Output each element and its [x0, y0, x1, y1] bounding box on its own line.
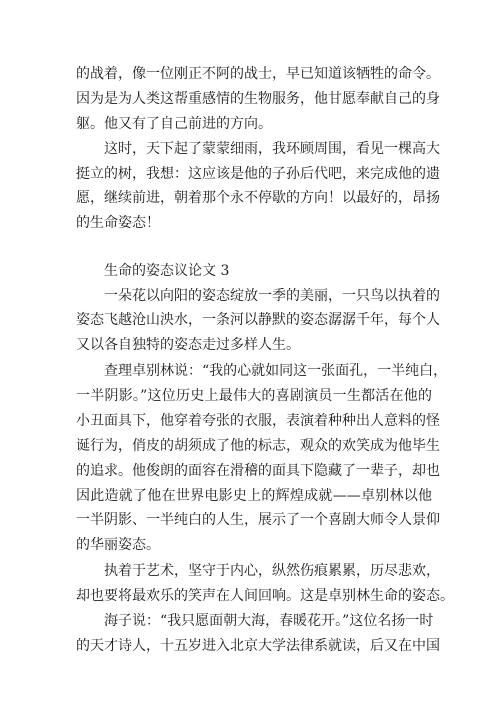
- text-line: 执着于艺术，坚守于内心，纵然伤痕累累，历尽悲欢，: [104, 563, 440, 579]
- text-line: 却也要将最欢乐的笑声在人间回响。这是卓别林生命的姿态。: [76, 588, 454, 604]
- text-line: 因为是为人类这帮重感情的生物服务，他甘愿奉献自己的身: [76, 91, 440, 107]
- section-heading: 生命的姿态议论文 3: [104, 263, 230, 279]
- text-line: 的生命姿态！: [76, 215, 160, 231]
- text-line: 这时，天下起了蒙蒙细雨，我环顾周围，看见一棵高大: [104, 141, 440, 157]
- text-line: 愿，继续前进，朝着那个永不停歇的方向！以最好的，昂扬: [76, 190, 440, 206]
- text-line: 的天才诗人，十五岁进入北京大学法律系就读，后又在中国: [76, 638, 440, 654]
- text-line: 查理卓别林说：“我的心就如同这一张面孔，一半纯白，: [104, 363, 448, 379]
- text-line: 的战着，像一位刚正不阿的战士，早已知道该牺牲的命令。: [76, 66, 440, 82]
- text-line: 一半阴影。”这位历史上最伟大的喜剧演员一生都活在他的: [76, 388, 432, 404]
- text-line: 海子说：“我只愿面朝大海，春暖花开。”这位名扬一时: [104, 613, 434, 629]
- text-line: 躯。他又有了自己前进的方向。: [76, 116, 272, 132]
- text-line: 一半阴影、一半纯白的人生，展示了一个喜剧大师令人景仰: [76, 512, 440, 528]
- text-line: 因此造就了他在世界电影史上的辉煌成就——卓别林以他: [76, 488, 432, 504]
- text-line: 的追求。他俊朗的面容在滑稽的面具下隐藏了一辈子，却也: [76, 463, 440, 479]
- text-line: 挺立的树，我想：这应该是他的子孙后代吧，来完成他的遗: [76, 166, 440, 182]
- text-line: 又以各自独特的姿态走过多样人生。: [76, 337, 300, 353]
- text-line: 的华丽姿态。: [76, 537, 160, 553]
- text-line: 诞行为，俏皮的胡须成了他的标志，观众的欢笑成为他毕生: [76, 438, 440, 454]
- text-line: 姿态飞越沧山泱水，一条河以静默的姿态潺潺千年，每个人: [76, 312, 440, 328]
- text-line: 小丑面具下，他穿着夸张的衣服，表演着种种出人意料的怪: [76, 413, 440, 429]
- text-line: 一朵花以向阳的姿态绽放一季的美丽，一只鸟以执着的: [104, 288, 440, 304]
